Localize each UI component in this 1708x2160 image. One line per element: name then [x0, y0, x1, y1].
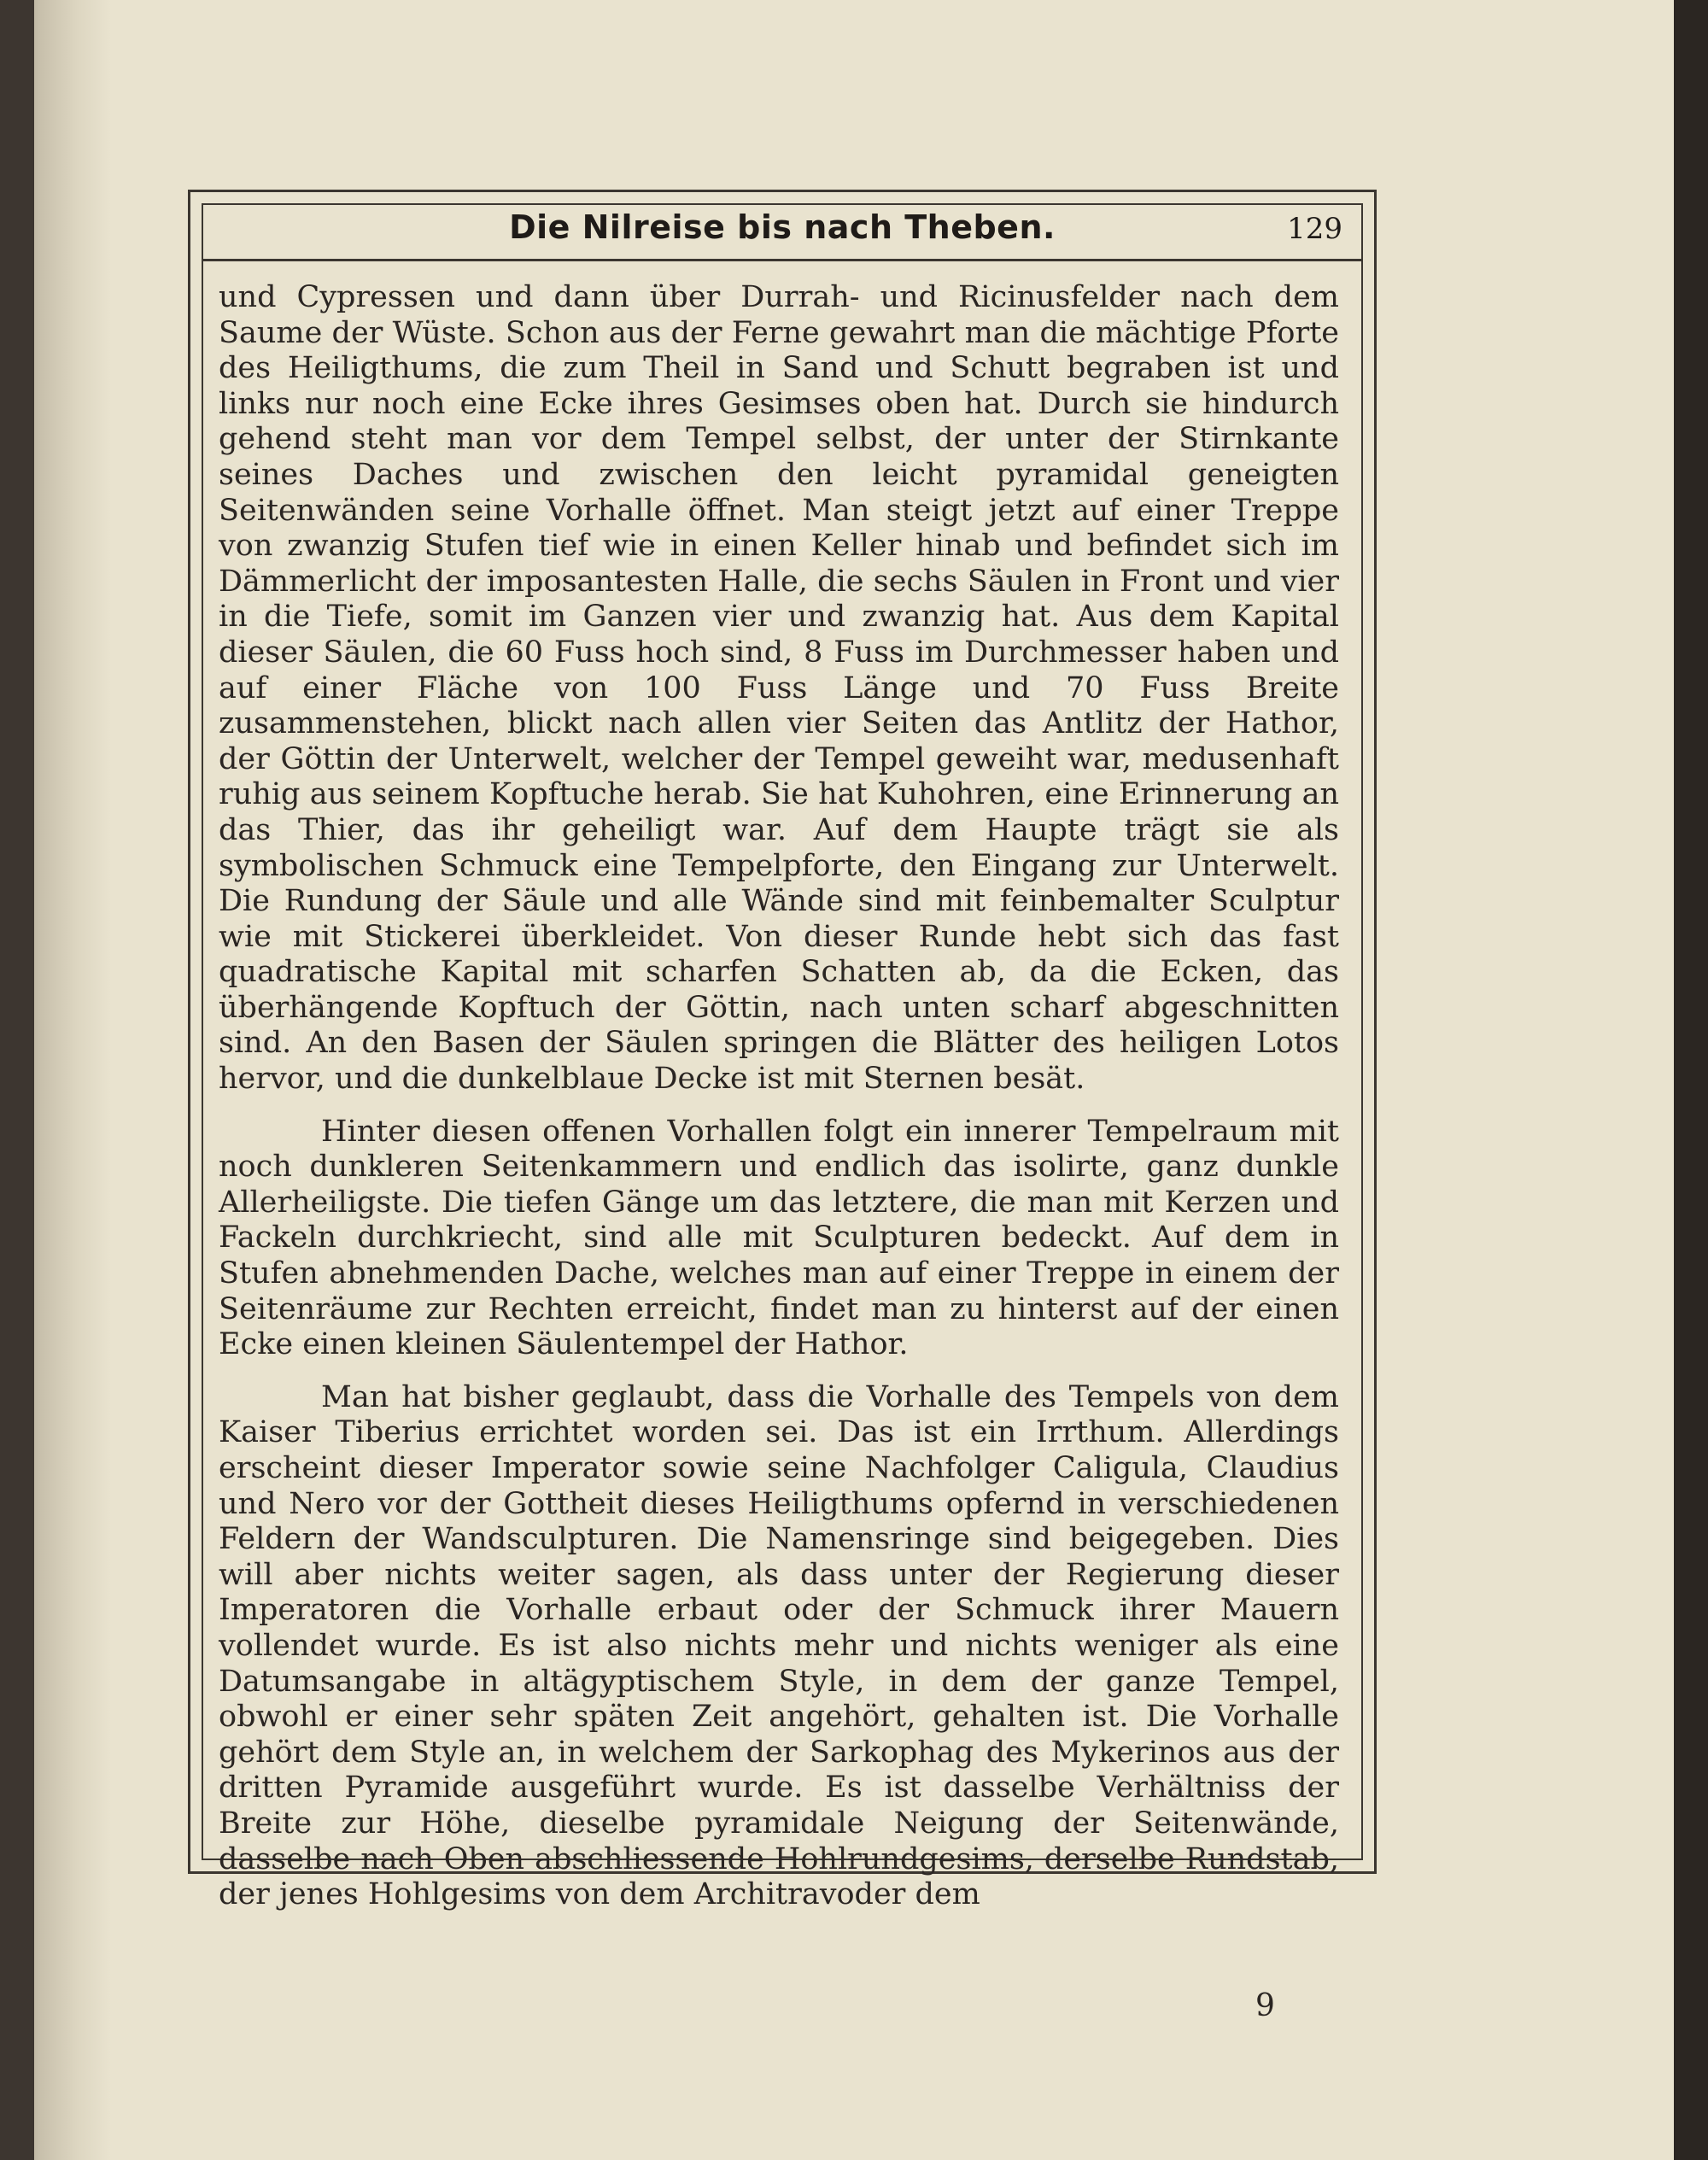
paragraph: Man hat bisher geglaubt, dass die Vorhalle des Tempels von dem Kaiser Tiberius errichtet worden sei. Das ist ein Irrthum. Allerdings erscheint dieser Imperator sowie seine Nachfolger Caligula, Claudius und Nero vor der Gottheit dieses Heiligthums opfernd in verschiedenen Feldern der Wandsculpturen. Die Namensringe sind beigegeben. Dies will aber nichts weiter sagen, als dass unter der Regierung dieser Imperatoren die Vorhalle erbaut oder der Schmuck ihrer Mauern vollendet wurde. Es ist also nichts mehr und nichts weniger als eine Datumsangabe in altägyptischem Style, in dem der ganze Tempel, obwohl er einer sehr späten Zeit angehört, gehalten ist. Die Vorhalle gehört dem Style an, in welchem der Sarkophag des Mykerinos aus der dritten Pyramide ausgeführt wurde. Es ist dasselbe Verhältniss der Breite zur Höhe, dieselbe pyramidale Neigung der Seitenwände, dasselbe nach Oben abschliessende Hohlrundgesims, derselbe Rundstab, der jenes Hohlgesims von dem Architravoder dem — [219, 1379, 1339, 1912]
body-text — [219, 280, 1339, 1913]
paragraph: und Cypressen und dann über Durrah- und Ricinusfelder nach dem Saume der Wüste. Schon aus der Ferne gewahrt man die mächtige Pforte des Heiligthums, die zum Theil in Sand und Schutt begraben ist und links nur noch eine Ecke ihres Gesimses oben hat. Durch sie hindurch gehend steht man vor dem Tempel selbst, der unter der Stirnkante seines Daches und zwischen den leicht pyramidal geneigten Seitenwänden seine Vorhalle öffnet. Man steigt jetzt auf einer Treppe von zwanzig Stufen tief wie in einen Keller hinab und befindet sich im Dämmerlicht der imposantesten Halle, die sechs Säulen in Front und vier in die Tiefe, somit im Ganzen vier und zwanzig hat. Aus dem Kapital dieser Säulen, die 60 Fuss hoch sind, 8 Fuss im Durchmesser haben und auf einer Fläche von 100 Fuss Länge und 70 Fuss Breite zusammenstehen, blickt nach allen vier Seiten das Antlitz der Hathor, der Göttin der Unterwelt, welcher der Tempel geweiht war, medusenhaft ruhig aus seinem Kopftuche herab. Sie hat Kuhohren, eine Erinnerung an das Thier, das ihr geheiligt war. Auf dem Haupte trägt sie als symbolischen Schmuck eine Tempelpforte, den Eingang zur Unterwelt. Die Rundung der Säule und alle Wände sind mit feinbemalter Sculptur wie mit Stickerei überkleidet. Von dieser Runde hebt sich das fast quadratische Kapital mit scharfen Schatten ab, da die Ecken, das überhängende Kopftuch der Göttin, nach unten scharf abgeschnitten sind. An den Basen der Säulen springen die Blätter des heiligen Lotos hervor, und die dunkelblaue Decke ist mit Sternen besät. — [219, 280, 1339, 1097]
book-binding — [0, 0, 34, 2160]
page-number: 129 — [1287, 212, 1342, 246]
running-title: Die Nilreise bis nach Theben. — [509, 208, 1056, 246]
running-header — [202, 205, 1363, 261]
signature-mark: 9 — [1255, 1988, 1275, 2023]
paragraph: Hinter diesen offenen Vorhallen folgt ein innerer Tempelraum mit noch dunkleren Seitenkammern und endlich das isolirte, ganz dunkle Allerheiligste. Die tiefen Gänge um das letztere, die man mit Kerzen und Fackeln durchkriecht, sind alle mit Sculpturen bedeckt. Auf dem in Stufen abnehmenden Dache, welches man auf einer Treppe in einem der Seitenräume zur Rechten erreicht, findet man zu hinterst auf der einen Ecke einen kleinen Säulentempel der Hathor. — [219, 1114, 1339, 1362]
background-edge — [1674, 0, 1708, 2160]
